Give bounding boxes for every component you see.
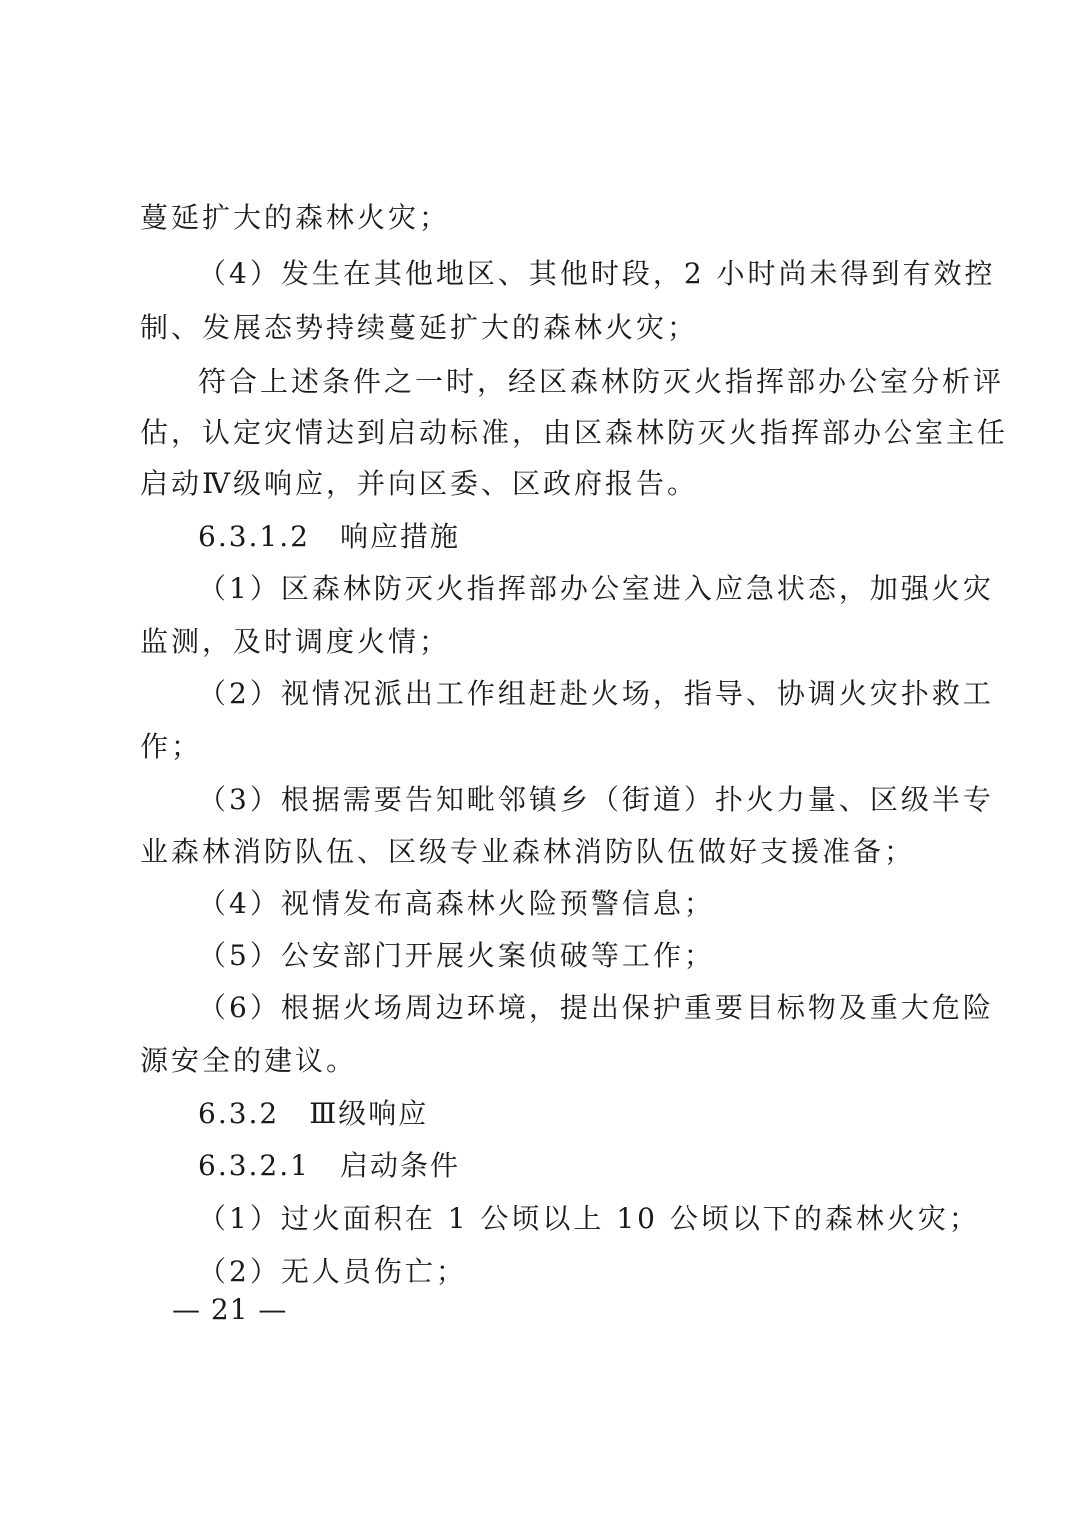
section-heading: 6.3.2 Ⅲ级响应 bbox=[198, 1097, 429, 1130]
paragraph-line: （4）发生在其他地区、其他时段，2 小时尚未得到有效控 bbox=[198, 257, 996, 290]
paragraph-line: 启动Ⅳ级响应，并向区委、区政府报告。 bbox=[140, 467, 698, 500]
paragraph-line: （3）根据需要告知毗邻镇乡（街道）扑火力量、区级半专 bbox=[198, 783, 994, 816]
section-heading: 6.3.2.1 启动条件 bbox=[198, 1149, 460, 1182]
paragraph-line: （1）区森林防灭火指挥部办公室进入应急状态，加强火灾 bbox=[198, 572, 994, 605]
paragraph-line: 制、发展态势持续蔓延扩大的森林火灾； bbox=[140, 311, 699, 344]
paragraph-line: 估，认定灾情达到启动标准，由区森林防灭火指挥部办公室主任 bbox=[140, 416, 1009, 449]
paragraph-line: （5）公安部门开展火案侦破等工作； bbox=[198, 939, 715, 972]
paragraph-line: 符合上述条件之一时，经区森林防灭火指挥部办公室分析评 bbox=[198, 365, 1005, 398]
paragraph-line: 作； bbox=[140, 730, 203, 763]
paragraph-line: 业森林消防队伍、区级专业森林消防队伍做好支援准备； bbox=[140, 835, 916, 868]
paragraph-line: （1）过火面积在 1 公顷以上 10 公顷以下的森林火灾； bbox=[198, 1202, 980, 1235]
paragraph-line: （2）视情况派出工作组赶赴火场，指导、协调火灾扑救工 bbox=[198, 677, 994, 710]
paragraph-line: （4）视情发布高森林火险预警信息； bbox=[198, 887, 715, 920]
page-number: — 21 — bbox=[172, 1293, 288, 1326]
paragraph-line: 蔓延扩大的森林火灾； bbox=[140, 201, 451, 234]
section-heading: 6.3.1.2 响应措施 bbox=[198, 520, 460, 553]
paragraph-line: 源安全的建议。 bbox=[140, 1044, 358, 1077]
paragraph-line: 监测，及时调度火情； bbox=[140, 625, 451, 658]
paragraph-line: （2）无人员伤亡； bbox=[198, 1255, 467, 1288]
paragraph-line: （6）根据火场周边环境，提出保护重要目标物及重大危险 bbox=[198, 991, 994, 1024]
